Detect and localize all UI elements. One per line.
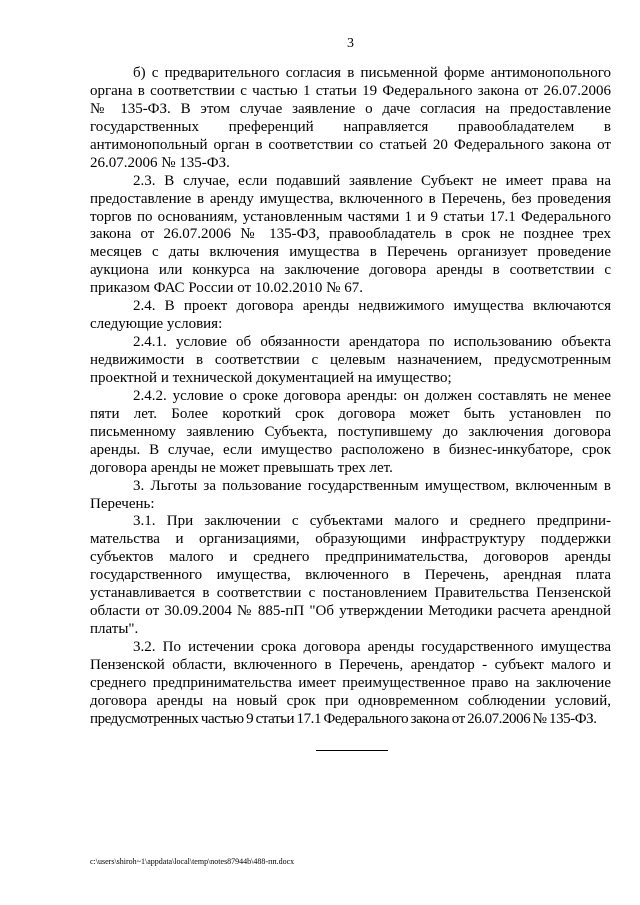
text-line: 3. Льготы за пользование государственным имуществом, включенным в	[133, 477, 611, 494]
text-line: 2.4. В проект договора аренды недвижимого имущества включаются	[133, 298, 611, 315]
text-line: 2.4.2. условие о сроке договора аренды: он должен составлять не менее	[133, 387, 611, 404]
text-line: антимонопольный орган в соответствии со статьей 20 Федерального закона от	[90, 136, 611, 153]
text-line: следующие условия:	[90, 316, 223, 333]
paragraph-2-4-2	[90, 388, 611, 478]
paragraph-consent-clause	[90, 65, 611, 173]
text-line: недвижимости в соответствии с целевым назначением, предусмотренным	[90, 352, 611, 368]
paragraph-2-4-1	[90, 334, 611, 388]
text-line: 3.2. По истечении срока договора аренды государственного имущества	[133, 639, 611, 655]
text-line: государственных преференций направляется правообладателем в	[90, 118, 611, 135]
text-line: договора аренды на новый срок при одновременном соблюдении условий,	[90, 692, 611, 709]
text-line: аукциона или конкурса на заключение договора аренды в соответствии с	[90, 262, 611, 279]
paragraph-3-2	[90, 639, 611, 729]
text-line: предоставление в аренду имущества, включенного в Перечень, без проведения	[90, 190, 611, 207]
text-line: месяцев с даты включения имущества в Перечень организует проведение	[90, 244, 611, 261]
text-line: проектной и технической документацией на имущество;	[90, 369, 452, 386]
text-line: предусмотренных частью 9 статьи 17.1 Федерального закона от 26.07.2006 № 135-ФЗ.	[90, 710, 597, 727]
text-line: аренды. В случае, если имущество расположено в бизнес-инкубаторе, срок	[90, 441, 611, 458]
text-line: государственного имущества, включенного в Перечень, арендная плата	[90, 567, 611, 584]
text-line: платы".	[90, 621, 139, 638]
footer-file-path: c:\users\shiroh~1\appdata\local\temp\notes87944b\488-пп.docx	[90, 857, 295, 866]
paragraph-3	[90, 478, 611, 514]
paragraph-3-1	[90, 513, 611, 639]
text-line: 2.3. В случае, если подавший заявление Субъект не имеет права на	[133, 172, 611, 189]
text-line: закона от 26.07.2006 № 135-ФЗ, правообладатель в срок не позднее трех	[90, 226, 611, 243]
paragraph-2-4	[90, 298, 611, 334]
text-line: б) с предварительного согласия в письменной форме антимонопольного	[133, 65, 611, 81]
text-line: № 135-ФЗ. В этом случае заявление о даче согласия на предоставление	[90, 100, 611, 117]
text-line: устанавливается в соответствии с постановлением Правительства Пензенской	[90, 585, 611, 602]
text-line: торгов по основаниям, установленным частями 1 и 9 статьи 17.1 Федерального	[90, 208, 611, 225]
text-line: договора аренды не может превышать трех лет.	[90, 459, 393, 476]
text-line: Пензенской области, включенного в Перечень, арендатор - субъект малого и	[90, 656, 611, 673]
text-line: 3.1. При заключении с субъектами малого и среднего предприни-	[133, 513, 611, 530]
document-body	[90, 65, 611, 729]
text-line: письменному заявлению Субъекта, поступившему до заключения договора	[90, 423, 611, 440]
text-line: 26.07.2006 № 135-ФЗ.	[90, 154, 230, 171]
text-line: пяти лет. Более короткий срок договора может быть установлен по	[90, 405, 611, 422]
text-line: области от 30.09.2004 № 885-пП "Об утверждении Методики расчета арендной	[90, 603, 611, 620]
text-line: органа в соответствии с частью 1 статьи 19 Федерального закона от 26.07.2006	[90, 82, 611, 99]
text-line: мательства и организациями, образующими инфраструктуру поддержки	[90, 531, 611, 548]
separator-line	[316, 750, 388, 751]
paragraph-2-3	[90, 173, 611, 299]
text-line: Перечень:	[90, 495, 155, 512]
text-line: среднего предпринимательства имеет преимущественное право на заключение	[90, 674, 611, 691]
page-number: 3	[347, 36, 354, 51]
text-line: приказом ФАС России от 10.02.2010 № 67.	[90, 280, 363, 297]
text-line: субъектов малого и среднего предпринимательства, договоров аренды	[90, 549, 611, 566]
text-line: 2.4.1. условие об обязанности арендатора по использованию объекта	[133, 334, 611, 351]
